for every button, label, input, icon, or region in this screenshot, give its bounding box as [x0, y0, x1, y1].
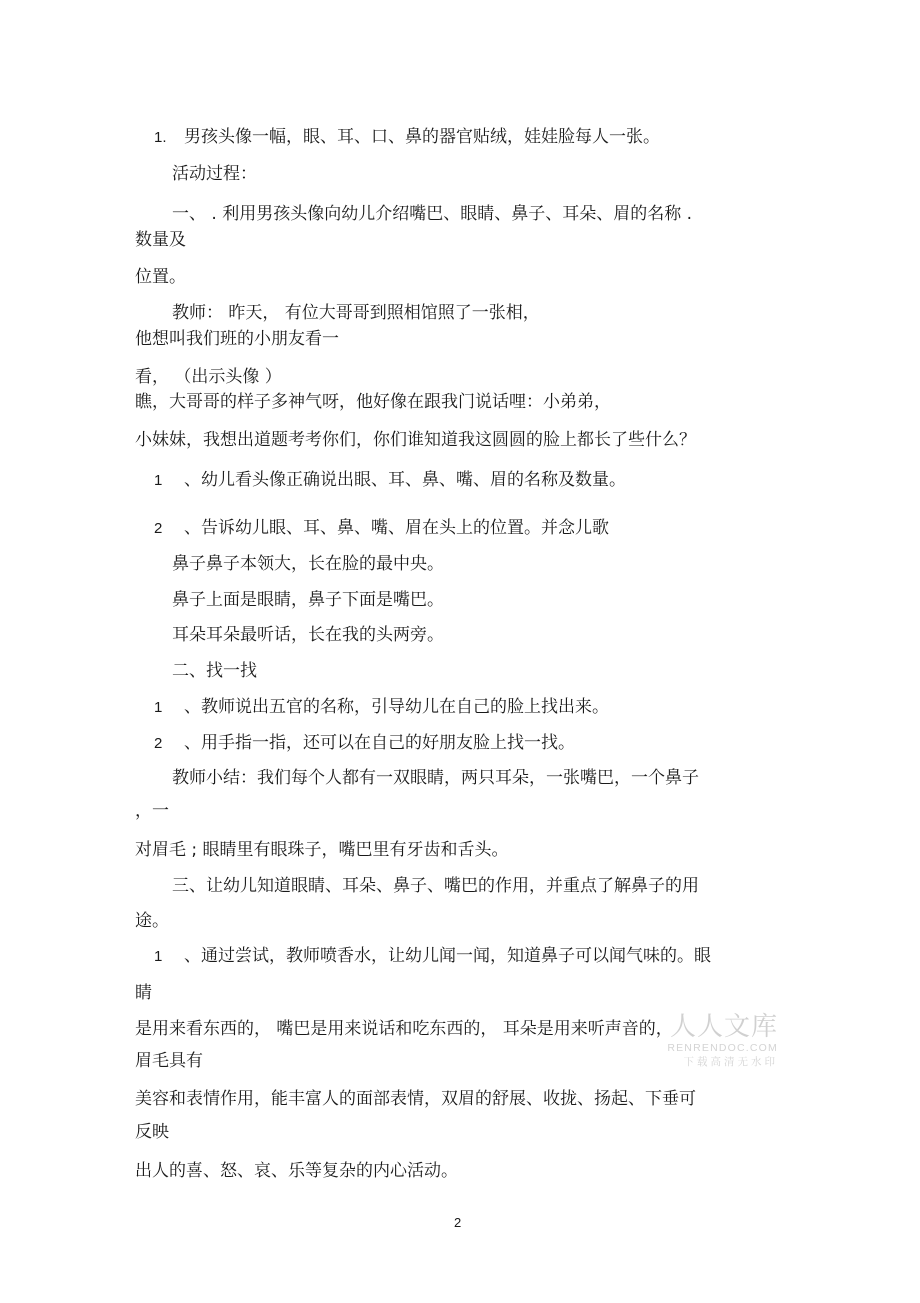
paragraph-line: 男孩头像一幅，眼、耳、口、鼻的器官贴绒，娃娃脸每人一张。: [184, 127, 660, 147]
paragraph-line: 眉毛具有: [135, 1051, 203, 1071]
list-number: 2: [154, 735, 163, 752]
paragraph-line: 出人的喜、怒、哀、乐等复杂的内心活动。: [135, 1161, 458, 1181]
paragraph-line: 、幼儿看头像正确说出眼、耳、鼻、嘴、眉的名称及数量。: [184, 470, 626, 490]
paragraph-line: 瞧，大哥哥的样子多神气呀，他好像在跟我门说话哩：小弟弟，: [135, 392, 611, 412]
paragraph-line: 反映: [135, 1122, 169, 1142]
list-number: 1: [154, 699, 163, 716]
paragraph-line: 、用手指一指，还可以在自己的好朋友脸上找一找。: [184, 733, 575, 753]
list-number: 1: [154, 472, 163, 489]
paragraph-line: 数量及: [135, 230, 186, 250]
paragraph-line: 睛: [135, 983, 152, 1003]
paragraph-line: 途。: [135, 911, 169, 931]
watermark-title: 人人文库: [669, 1012, 778, 1042]
rhyme-line: 耳朵耳朵最听话，长在我的头两旁。: [172, 625, 444, 645]
paragraph-line: 美容和表情作用，能丰富人的面部表情，双眉的舒展、收拢、扬起、下垂可: [135, 1089, 696, 1109]
section-heading: 活动过程：: [172, 164, 257, 184]
section-heading: 二、找一找: [172, 661, 257, 681]
paragraph-line: 教师： 昨天， 有位大哥哥到照相馆照了一张相，: [172, 303, 540, 323]
rhyme-line: 鼻子鼻子本领大，长在脸的最中央。: [172, 554, 444, 574]
watermark: [660, 1012, 778, 1069]
paragraph-line: 、教师说出五官的名称，引导幼儿在自己的脸上找出来。: [184, 697, 609, 717]
paragraph-line: 是用来看东西的， 嘴巴是用来说话和吃东西的， 耳朵是用来听声音的，: [135, 1019, 673, 1039]
list-number: 1.: [154, 129, 167, 146]
list-number: 1: [154, 948, 163, 965]
paragraph-line: 对眉毛 ; 眼睛里有眼珠子，嘴巴里有牙齿和舌头。: [135, 840, 509, 860]
watermark-subtitle: 下载高清无水印: [683, 1056, 778, 1068]
section-heading: 三、让幼儿知道眼睛、耳朵、鼻子、嘴巴的作用，并重点了解鼻子的用: [172, 876, 699, 896]
paragraph-line: 教师小结：我们每个人都有一双眼睛，两只耳朵，一张嘴巴，一个鼻子: [172, 768, 699, 788]
paragraph-line: 位置。: [135, 267, 186, 287]
paragraph-line: 一、 . 利用男孩头像向幼儿介绍嘴巴、眼睛、鼻子、耳朵、眉的名称 .: [172, 204, 693, 224]
paragraph-line: 、告诉幼儿眼、耳、鼻、嘴、眉在头上的位置。并念儿歌: [184, 518, 609, 538]
list-number: 2: [154, 520, 163, 537]
paragraph-line: 看， （出示头像 ）: [135, 367, 282, 387]
paragraph-line: ，一: [135, 801, 169, 821]
paragraph-line: 小妹妹，我想出道题考考你们，你们谁知道我这圆圆的脸上都长了些什么？: [135, 430, 696, 450]
page-number: 2: [454, 1215, 462, 1230]
watermark-url: RENRENDOC.COM: [667, 1042, 778, 1054]
paragraph-line: 、通过尝试，教师喷香水，让幼儿闻一闻，知道鼻子可以闻气味的。眼: [184, 946, 711, 966]
rhyme-line: 鼻子上面是眼睛，鼻子下面是嘴巴。: [172, 590, 444, 610]
paragraph-line: 他想叫我们班的小朋友看一: [135, 329, 339, 349]
